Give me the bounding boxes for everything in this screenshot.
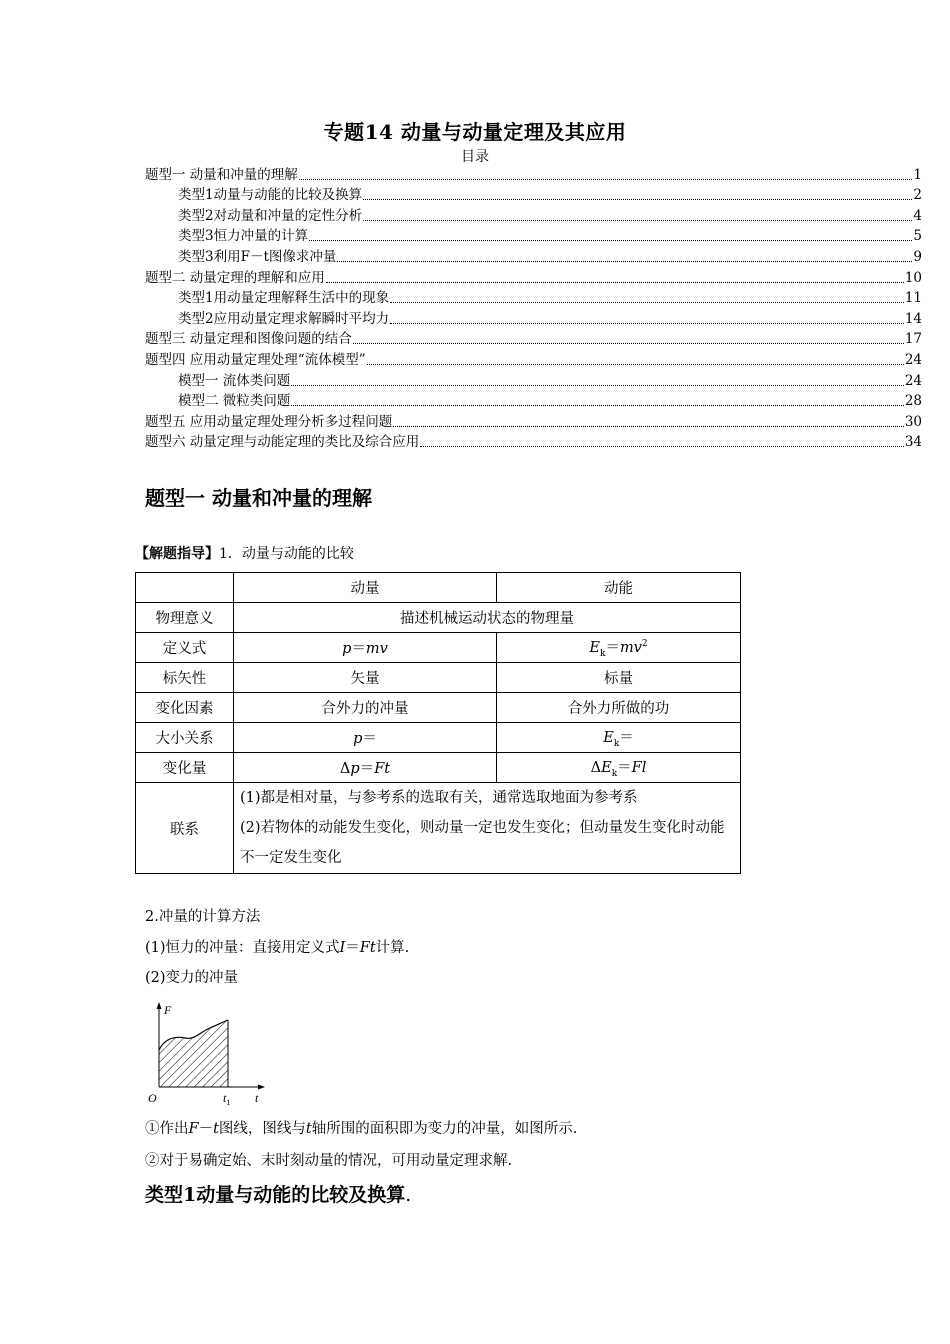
row-label-meaning: 物理意义 — [136, 603, 234, 633]
toc-entry-label: 模型二 微粒类问题 — [178, 393, 291, 410]
subscript-k: k — [613, 738, 620, 749]
equals-sign: ＝ — [351, 641, 366, 657]
momentum-definition — [234, 633, 497, 663]
toc-entry[interactable] — [145, 390, 922, 411]
row-label-link: 联系 — [136, 783, 234, 874]
symbol-E: E — [603, 730, 614, 747]
toc-leader-dots — [367, 363, 904, 365]
row-label-relation: 大小关系 — [136, 723, 234, 753]
toc-entry[interactable] — [145, 287, 922, 308]
table-row — [136, 603, 741, 633]
toc-page-number: 24 — [904, 351, 922, 368]
toc-leader-dots — [326, 281, 904, 283]
symbol-I: I — [339, 940, 346, 956]
toc-leader-dots — [390, 322, 904, 324]
text-part: ①作出 — [145, 1121, 189, 1137]
toc-entry[interactable] — [145, 348, 922, 369]
toc-entry[interactable] — [145, 328, 922, 349]
toc-leader-dots — [291, 404, 904, 406]
x-axis-label: t — [255, 1091, 259, 1105]
toc-page-number: 28 — [904, 393, 922, 410]
toc-entry[interactable] — [145, 225, 922, 246]
t1-label — [223, 1091, 230, 1105]
f-t-graph — [145, 1000, 270, 1105]
work-value: 合外力所做的功 — [497, 693, 741, 723]
row-label-delta: 变化量 — [136, 753, 234, 783]
symbol-E: E — [601, 760, 612, 777]
superscript-2: 2 — [641, 639, 648, 650]
toc-leader-dots — [420, 445, 904, 447]
t1-sub: 1 — [226, 1098, 231, 1105]
toc-entry-label: 题型三 动量定理和图像问题的结合 — [145, 331, 352, 348]
symbol-p: p — [342, 641, 352, 657]
guide-line — [135, 543, 354, 563]
table-row — [136, 633, 741, 663]
toc-entry-label: 类型1用动量定理解释生活中的现象 — [178, 290, 390, 307]
toc-leader-dots — [363, 219, 912, 221]
table-of-contents — [145, 163, 922, 451]
toc-entry-label: 题型六 动量定理与动能定理的类比及综合应用 — [145, 434, 420, 451]
toc-entry[interactable] — [145, 369, 922, 390]
toc-entry-label: 类型2对动量和冲量的定性分析 — [178, 207, 363, 224]
subscript-k: k — [599, 648, 606, 659]
table-row — [136, 693, 741, 723]
delta-energy — [497, 753, 741, 783]
equals-sign: ＝ — [605, 640, 620, 657]
symbol-p: p — [353, 731, 363, 747]
relation-energy — [497, 723, 741, 753]
table-row — [136, 783, 741, 874]
subsection-heading — [145, 1180, 411, 1207]
link-text — [234, 783, 741, 874]
toc-entry-label: 类型3利用F－t图像求冲量 — [178, 248, 337, 265]
symbol-mv: mv — [619, 640, 642, 657]
symbol-Fl: Fl — [631, 760, 647, 777]
equals-sign: ＝ — [362, 731, 377, 747]
toc-entry[interactable] — [145, 307, 922, 328]
toc-page-number: 24 — [904, 372, 922, 389]
y-axis-arrow-icon — [157, 1002, 162, 1009]
table-cell-empty — [136, 573, 234, 603]
toc-leader-dots — [299, 178, 913, 180]
symbol-Ft: Ft — [374, 761, 391, 777]
equals-sign: ＝ — [359, 761, 375, 777]
toc-page-number: 14 — [904, 310, 922, 327]
y-axis-label: F — [164, 1003, 172, 1017]
symbol-Ft: Ft — [359, 940, 376, 956]
toc-leader-dots — [309, 239, 912, 241]
toc-entry[interactable] — [145, 163, 922, 184]
table-row — [136, 663, 741, 693]
symbol-t: t — [305, 1121, 312, 1137]
toc-page-number: 1 — [913, 166, 922, 183]
toc-page-number: 4 — [913, 207, 922, 224]
equals-sign: ＝ — [619, 730, 634, 747]
variable-force-impulse-text: (2)变力的冲量 — [145, 970, 239, 986]
symbol-mv: mv — [365, 641, 388, 657]
toc-leader-dots — [363, 198, 912, 200]
toc-entry-label: 题型四 应用动量定理处理“流体模型” — [145, 351, 366, 368]
table-row — [136, 573, 741, 603]
symbol-E: E — [589, 640, 600, 657]
subsection-heading-dot: . — [405, 1184, 412, 1206]
symbol-t: t — [213, 1121, 219, 1137]
toc-entry-label: 模型一 流体类问题 — [178, 372, 291, 389]
row-label-definition: 定义式 — [136, 633, 234, 663]
toc-heading: 目录 — [461, 149, 489, 165]
document-title: 专题14 动量与动量定理及其应用 — [323, 120, 627, 144]
momentum-theorem-method-text: ②对于易确定始、末时刻动量的情况，可用动量定理求解. — [145, 1153, 513, 1169]
graph-method-text — [145, 1117, 577, 1138]
toc-leader-dots — [291, 384, 904, 386]
origin-label: O — [148, 1091, 157, 1105]
subsection-heading-text: 类型1动量与动能的比较及换算 — [145, 1184, 406, 1206]
header-kinetic-energy: 动能 — [497, 573, 741, 603]
impulse-methods-heading: 2.冲量的计算方法 — [145, 909, 261, 925]
toc-entry-label: 题型二 动量定理的理解和应用 — [145, 269, 325, 286]
link-point-1: (1)都是相对量，与参考系的选取有关，通常选取地面为参考系 — [240, 790, 638, 806]
toc-entry-label: 类型2应用动量定理求解瞬时平均力 — [178, 310, 390, 327]
table-row — [136, 753, 741, 783]
meaning-value: 描述机械运动状态的物理量 — [234, 603, 741, 633]
text-part: 轴所围的面积即为变力的冲量，如图所示. — [311, 1121, 578, 1137]
constant-force-impulse-text — [145, 936, 409, 957]
x-axis-arrow-icon — [258, 1085, 265, 1090]
equals-sign: ＝ — [617, 760, 632, 777]
toc-page-number: 30 — [904, 413, 922, 430]
toc-page-number: 10 — [904, 269, 922, 286]
toc-entry[interactable] — [145, 431, 922, 452]
link-point-2: (2)若物体的动能发生变化，则动量一定也发生变化；但动量发生变化时动能不一定发生变化 — [240, 820, 725, 866]
toc-leader-dots — [393, 425, 904, 427]
toc-entry[interactable] — [145, 266, 922, 287]
header-momentum: 动量 — [234, 573, 497, 603]
row-label-vector: 标矢性 — [136, 663, 234, 693]
toc-page-number: 5 — [913, 228, 922, 245]
toc-page-number: 2 — [913, 187, 922, 204]
toc-entry-label: 类型1动量与动能的比较及换算 — [178, 187, 363, 204]
toc-entry-label: 类型3恒力冲量的计算 — [178, 228, 309, 245]
toc-leader-dots — [353, 342, 904, 344]
scalar-value: 标量 — [497, 663, 741, 693]
toc-page-number: 9 — [913, 248, 922, 265]
toc-page-number: 11 — [904, 290, 922, 307]
toc-leader-dots — [337, 260, 912, 262]
toc-entry[interactable] — [145, 245, 922, 266]
toc-page-number: 34 — [904, 434, 922, 451]
section-heading: 题型一 动量和冲量的理解 — [145, 486, 372, 510]
text-part: 计算. — [375, 940, 410, 956]
energy-definition — [497, 633, 741, 663]
toc-leader-dots — [390, 301, 904, 303]
toc-entry[interactable] — [145, 204, 922, 225]
delta-symbol: Δ — [590, 760, 602, 777]
equals-sign: ＝ — [345, 940, 360, 956]
table-row — [136, 723, 741, 753]
toc-page-number: 17 — [904, 331, 922, 348]
delta-momentum — [234, 753, 497, 783]
toc-entry[interactable] — [145, 410, 922, 431]
impulse-value: 合外力的冲量 — [234, 693, 497, 723]
guide-text: 1．动量与动能的比较 — [219, 546, 354, 562]
text-part: 图线，图线与 — [218, 1121, 306, 1137]
toc-entry-label: 题型一 动量和冲量的理解 — [145, 166, 298, 183]
dash: － — [198, 1121, 214, 1137]
text-part: (1)恒力的冲量：直接用定义式 — [145, 940, 340, 956]
guide-label: 【解题指导】 — [135, 546, 219, 562]
relation-momentum — [234, 723, 497, 753]
toc-entry[interactable] — [145, 184, 922, 205]
subscript-k: k — [611, 768, 618, 779]
row-label-change-factor: 变化因素 — [136, 693, 234, 723]
symbol-F: F — [188, 1121, 199, 1137]
toc-entry-label: 题型五 应用动量定理处理分析多过程问题 — [145, 413, 393, 430]
delta-symbol: Δ — [339, 761, 351, 777]
t1-t: t — [223, 1091, 227, 1105]
symbol-p: p — [350, 761, 360, 777]
impulse-area — [159, 1020, 228, 1087]
comparison-table — [135, 572, 741, 874]
vector-value: 矢量 — [234, 663, 497, 693]
